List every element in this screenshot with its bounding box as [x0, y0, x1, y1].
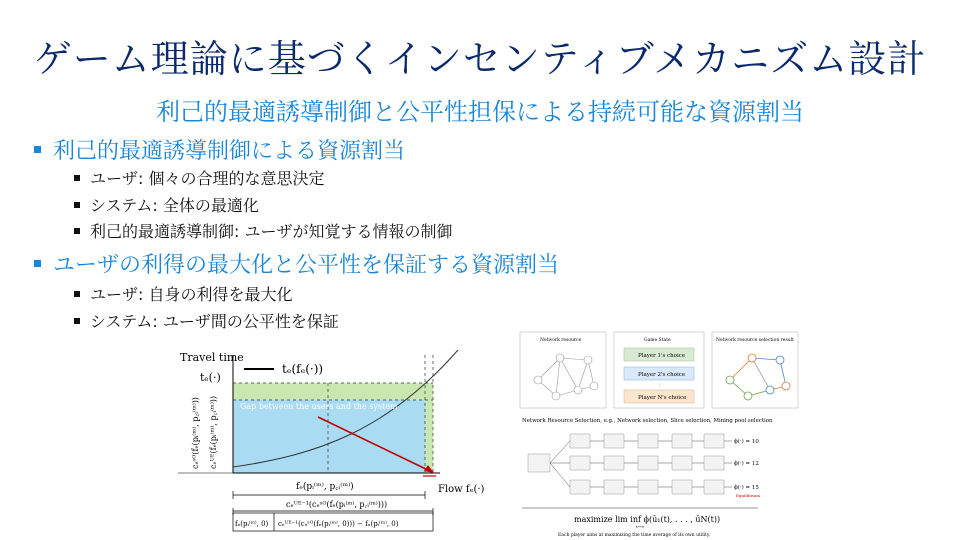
- bullet-item: [74, 219, 452, 242]
- choice-label-1: Player 1's choice: [638, 353, 686, 359]
- y-axis-label: Travel time: [180, 351, 244, 364]
- x-axis-label: Flow fₑ(·): [438, 484, 485, 495]
- slide-subtitle: 利己的最適誘導制御と公平性担保による持続可能な資源割当: [156, 98, 804, 126]
- bullet-item: [74, 193, 259, 216]
- y-tick-label: tₑ(·): [200, 371, 221, 384]
- bullet-text: ユーザ: 個々の合理的な意思決定: [90, 169, 325, 188]
- figure-caption: Each player aims at maximizing the time average of its own utility.: [558, 533, 711, 538]
- section-heading-1: [34, 134, 405, 165]
- choice-label-2: Player 2's choice: [638, 372, 686, 378]
- flow-value-label: fₑ(pᵢ⁽ᵐ⁾, p꜀ᵢ⁽ᵐ⁾): [296, 482, 354, 492]
- section-heading-text: ユーザの利得の最大化と公平性を保証する資源割当: [53, 253, 560, 278]
- section-heading-2: [34, 248, 559, 279]
- curve-legend: tₑ(fₑ(·)): [282, 362, 324, 376]
- section-heading-text: 利己的最適誘導制御による資源割当: [53, 139, 406, 164]
- flow-diff-label: cₑᵁᴱ⁻¹(cₑˢᴼ(fₑ(pᵢ⁽ᵐ⁾, 0))) − fₑ(pᵢ⁽ᵐ⁾, 0): [278, 520, 399, 528]
- flow-zero-label: fₑ(pᵢ⁽ᵐ⁾, 0): [235, 520, 269, 528]
- bullet-text: システム: 全体の最適化: [90, 196, 259, 215]
- phi-label-2: ϕ(·) = 12: [734, 461, 759, 467]
- bullet-text: 利己的最適誘導制御: ユーザが知覚する情報の制御: [90, 222, 453, 241]
- inverse-cost-label: cₑᵁᴱ⁻¹(cₑˢᴼ(fₑ(pᵢ⁽ᵐ⁾, p꜀ᵢ⁽ᵐ⁾))): [286, 500, 388, 509]
- panel-title-resource: Network resource: [540, 338, 582, 343]
- svg-text:⋮: ⋮: [657, 382, 662, 388]
- bullet-square-icon: [74, 291, 80, 297]
- bullet-square-icon: [74, 202, 80, 208]
- slide-title: ゲーム理論に基づくインセンティブメカニズム設計: [33, 37, 927, 81]
- bullet-square-icon: [74, 175, 80, 181]
- bullet-square-icon: [34, 146, 41, 153]
- bullet-item: [74, 166, 324, 189]
- bullet-text: ユーザ: 自身の利得を最大化: [90, 285, 293, 304]
- objective-formula: maximize lim inf ϕ(ū₁(t), . . . , ūN(t)): [574, 515, 721, 524]
- selection-caption: Network Resource Selection, e.g., Network selection, Slice selection, Mining pool selection: [522, 418, 773, 424]
- phi-label-3: ϕ(·) = 15: [734, 485, 759, 491]
- travel-time-figure: [178, 345, 500, 535]
- bullet-item: [74, 282, 292, 305]
- bullet-text: システム: ユーザ間の公平性を保証: [90, 312, 339, 331]
- so-cost-label: cₑˢᴼ(fₑ(pᵢ⁽ᵐ⁾, p꜀ᵢ⁽ᵐ⁾)): [191, 397, 200, 469]
- equilibrium-label: Equilibrium: [736, 493, 761, 498]
- formula-subscript: t→∞: [636, 524, 645, 529]
- bullet-square-icon: [74, 318, 80, 324]
- panel-title-game-state: Game State: [644, 338, 671, 343]
- panel-title-result: Network resource selection result: [716, 338, 794, 343]
- bullet-item: [74, 309, 339, 332]
- network-game-figure: [518, 330, 800, 540]
- bullet-square-icon: [34, 260, 41, 267]
- choice-label-n: Player N's choice: [638, 395, 687, 401]
- bullet-square-icon: [74, 228, 80, 234]
- gap-annotation: Gap between the users and the system: [240, 402, 398, 411]
- phi-label-1: ϕ(·) = 10: [734, 439, 759, 445]
- ue-cost-label: cₑᵁᴱ(fₑ(pᵢ⁽ᵐ⁾, p꜀ᵢ⁽ᵐ⁾)): [209, 395, 218, 469]
